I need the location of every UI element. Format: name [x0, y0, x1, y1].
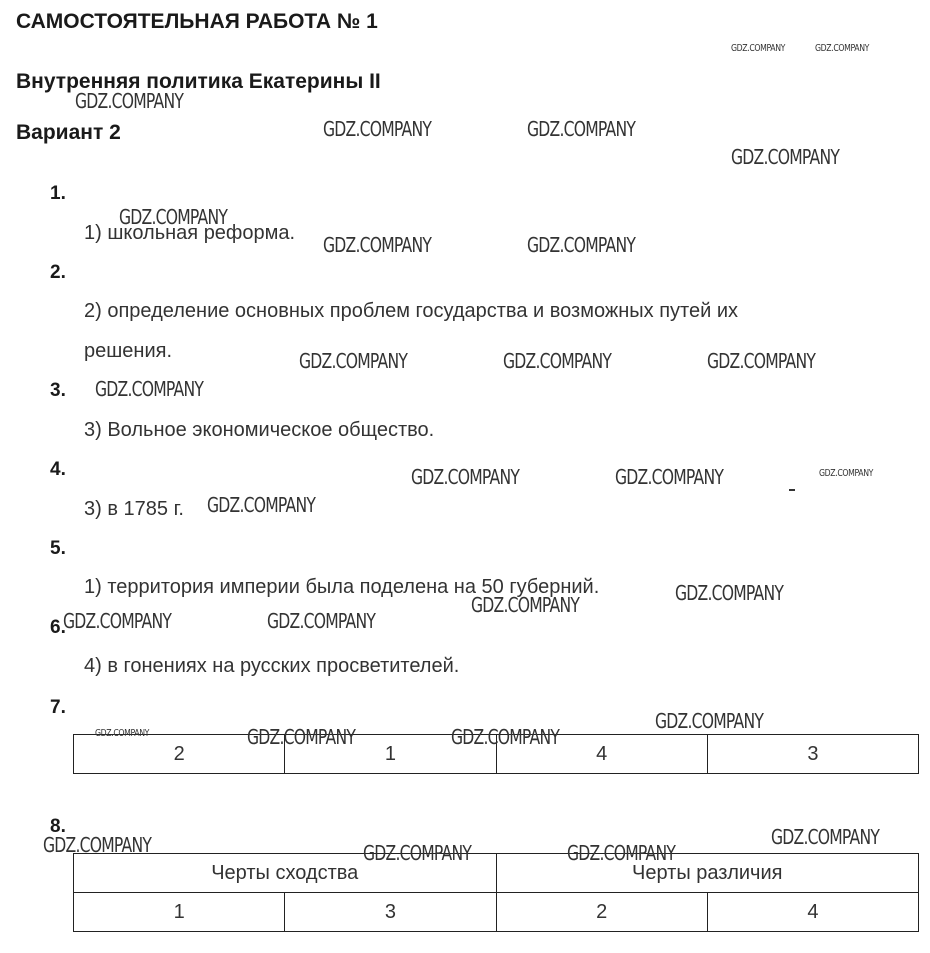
watermark-text: GDZ.COMPANY: [95, 728, 150, 739]
watermark-text: GDZ.COMPANY: [503, 349, 612, 373]
watermark-text: GDZ.COMPANY: [299, 349, 408, 373]
question-number-6: 6.: [50, 617, 66, 638]
worksheet-topic: Внутренняя политика Екатерины II: [16, 70, 381, 93]
table-cell: 1: [74, 893, 285, 932]
watermark-text: GDZ.COMPANY: [615, 465, 724, 489]
answer-5: 1) территория империи была поделена на 50 губерний.: [84, 576, 600, 598]
watermark-text: GDZ.COMPANY: [567, 841, 676, 865]
answer-4: 3) в 1785 г.: [84, 498, 184, 520]
table-cell: 3: [707, 735, 918, 774]
table-cell: 4: [496, 735, 707, 774]
watermark-text: GDZ.COMPANY: [527, 117, 636, 141]
answer-3: 3) Вольное экономическое общество.: [84, 419, 435, 441]
watermark-dash: [789, 489, 795, 491]
question-number-7: 7.: [50, 697, 66, 718]
watermark-text: GDZ.COMPANY: [707, 349, 816, 373]
question-number-3: 3.: [50, 380, 66, 401]
watermark-text: GDZ.COMPANY: [267, 609, 376, 633]
watermark-text: GDZ.COMPANY: [731, 145, 840, 169]
watermark-text: GDZ.COMPANY: [323, 117, 432, 141]
question-number-8: 8.: [50, 816, 66, 837]
watermark-text: GDZ.COMPANY: [119, 205, 228, 229]
watermark-text: GDZ.COMPANY: [247, 725, 356, 749]
watermark-text: GDZ.COMPANY: [471, 593, 580, 617]
watermark-text: GDZ.COMPANY: [815, 43, 870, 54]
table-cell: 4: [707, 893, 918, 932]
watermark-text: GDZ.COMPANY: [207, 493, 316, 517]
comparison-table: [73, 853, 919, 932]
sequence-table: [73, 734, 919, 774]
watermark-text: GDZ.COMPANY: [75, 89, 184, 113]
watermark-text: GDZ.COMPANY: [731, 43, 786, 54]
table-header-differences: Черты различия: [496, 854, 919, 893]
question-number-1: 1.: [50, 183, 66, 204]
table-header-similarities: Черты сходства: [74, 854, 497, 893]
watermark-text: GDZ.COMPANY: [63, 609, 172, 633]
table-cell: 2: [496, 893, 707, 932]
watermark-text: GDZ.COMPANY: [527, 233, 636, 257]
worksheet-title: САМОСТОЯТЕЛЬНАЯ РАБОТА № 1: [16, 10, 378, 33]
worksheet-variant: Вариант 2: [16, 121, 121, 144]
answer-1: 1) школьная реформа.: [84, 222, 296, 244]
question-number-4: 4.: [50, 459, 66, 480]
watermark-text: GDZ.COMPANY: [771, 825, 880, 849]
watermark-text: GDZ.COMPANY: [363, 841, 472, 865]
watermark-text: GDZ.COMPANY: [451, 725, 560, 749]
answer-6: 4) в гонениях на русских просветителей.: [84, 655, 460, 677]
question-number-5: 5.: [50, 538, 66, 559]
watermark-text: GDZ.COMPANY: [675, 581, 784, 605]
table-cell: 2: [74, 735, 285, 774]
watermark-text: GDZ.COMPANY: [655, 709, 764, 733]
question-number-2: 2.: [50, 262, 66, 283]
table-cell: 1: [285, 735, 496, 774]
watermark-text: GDZ.COMPANY: [819, 468, 874, 479]
watermark-text: GDZ.COMPANY: [43, 833, 152, 857]
table-cell: 3: [285, 893, 496, 932]
answer-2-line-2: решения.: [84, 340, 173, 362]
answer-2-line-1: 2) определение основных проблем государства и возможных путей их: [84, 300, 739, 322]
watermark-text: GDZ.COMPANY: [95, 377, 204, 401]
watermark-text: GDZ.COMPANY: [323, 233, 432, 257]
watermark-text: GDZ.COMPANY: [411, 465, 520, 489]
